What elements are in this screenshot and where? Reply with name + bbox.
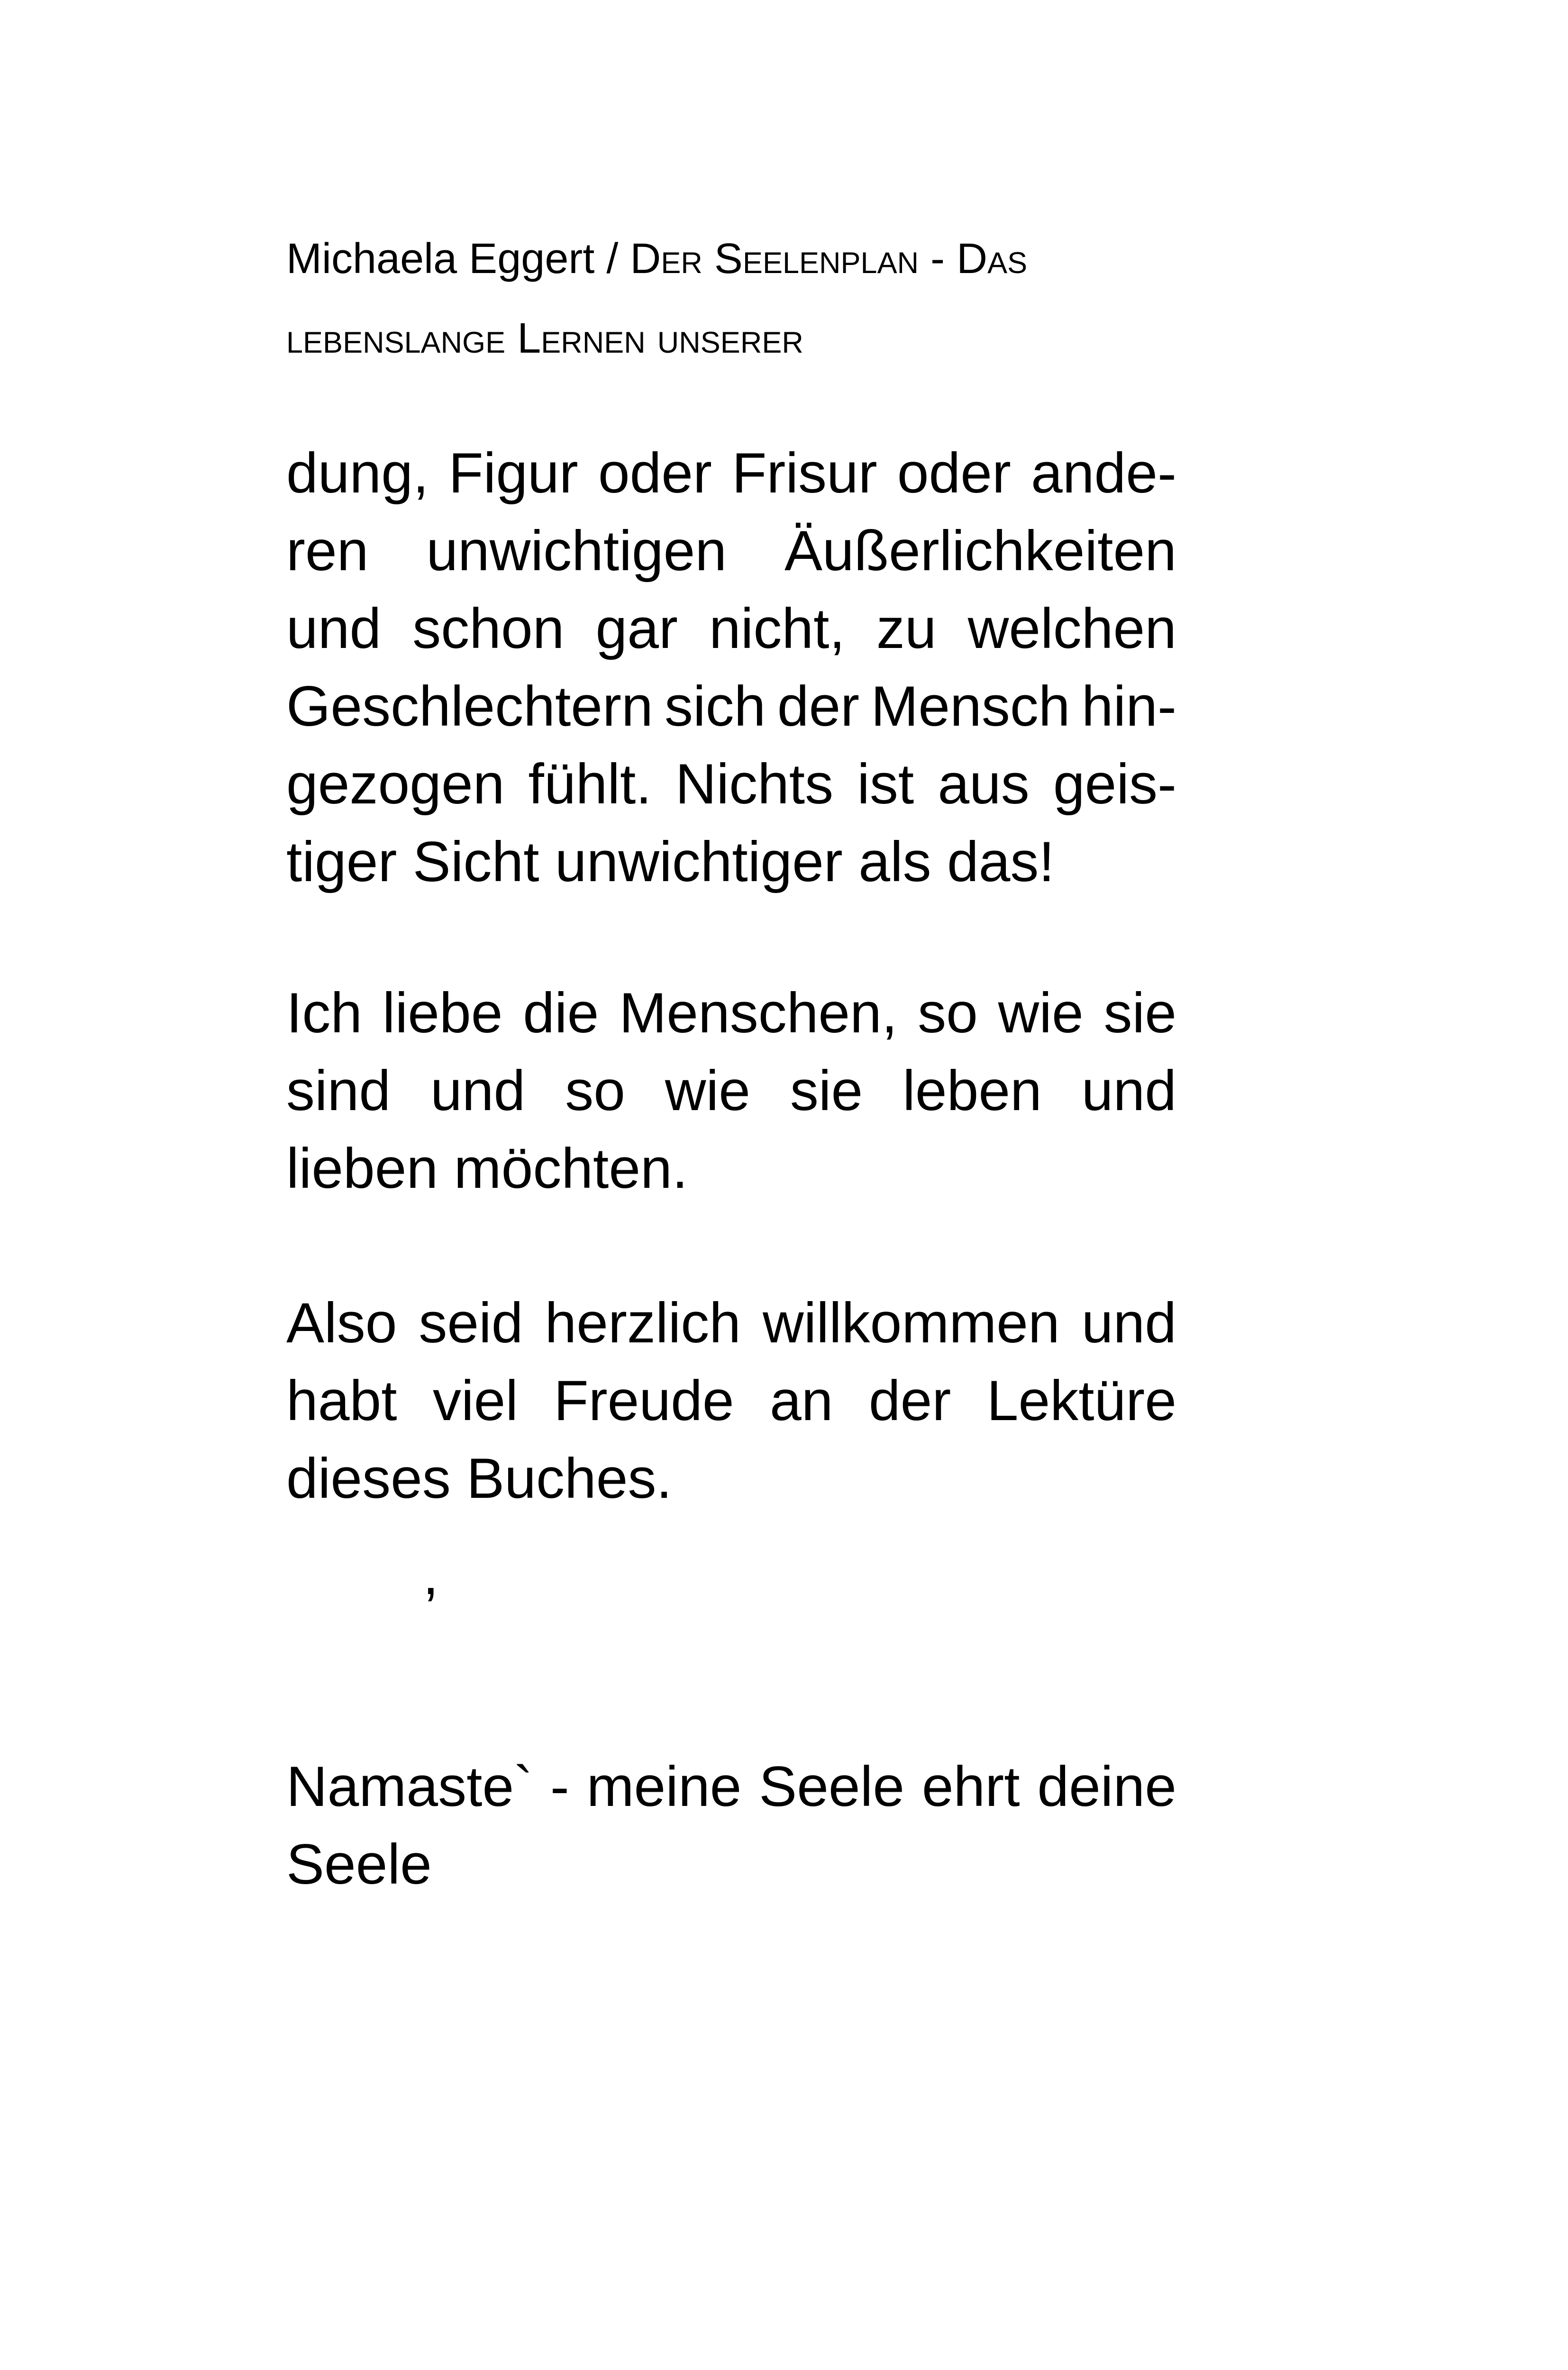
text-line: Namaste` - meine Seele ehrt deine [286, 1755, 1176, 1818]
text-line: dieses Buches. [286, 1447, 672, 1510]
text-line: sind und so wie sie leben und [286, 1059, 1176, 1122]
paragraph-closing [286, 1748, 1176, 1903]
paragraph-3 [286, 1284, 1176, 1517]
text-line: Geschlechtern sich der Mensch hin- [286, 675, 1176, 738]
text-line: ren unwichtigen Äußerlichkeiten [286, 519, 1176, 583]
header-author: Michaela Eggert / [286, 235, 630, 283]
text-line: Seele [286, 1832, 432, 1896]
text-line: tiger Sicht unwichtiger als das! [286, 830, 1055, 893]
header-book-title: Der Seelenplan - Das lebenslange Lernen unserer [286, 235, 1028, 362]
paragraph-2 [286, 974, 1176, 1207]
text-line: gezogen fühlt. Nichts ist aus geis- [286, 752, 1176, 816]
text-line: Also seid herzlich willkommen und [286, 1291, 1176, 1355]
text-line: Ich liebe die Menschen, so wie sie [286, 981, 1176, 1045]
text-line: und schon gar nicht, zu welchen [286, 597, 1176, 660]
text-line: habt viel Freude an der Lektüre [286, 1369, 1176, 1432]
stray-comma-mark: , [423, 1543, 439, 1606]
text-line: dung, Figur oder Frisur oder ande- [286, 441, 1176, 505]
paragraph-1 [286, 434, 1176, 901]
text-line: lieben möchten. [286, 1137, 688, 1200]
running-header [286, 219, 1187, 378]
